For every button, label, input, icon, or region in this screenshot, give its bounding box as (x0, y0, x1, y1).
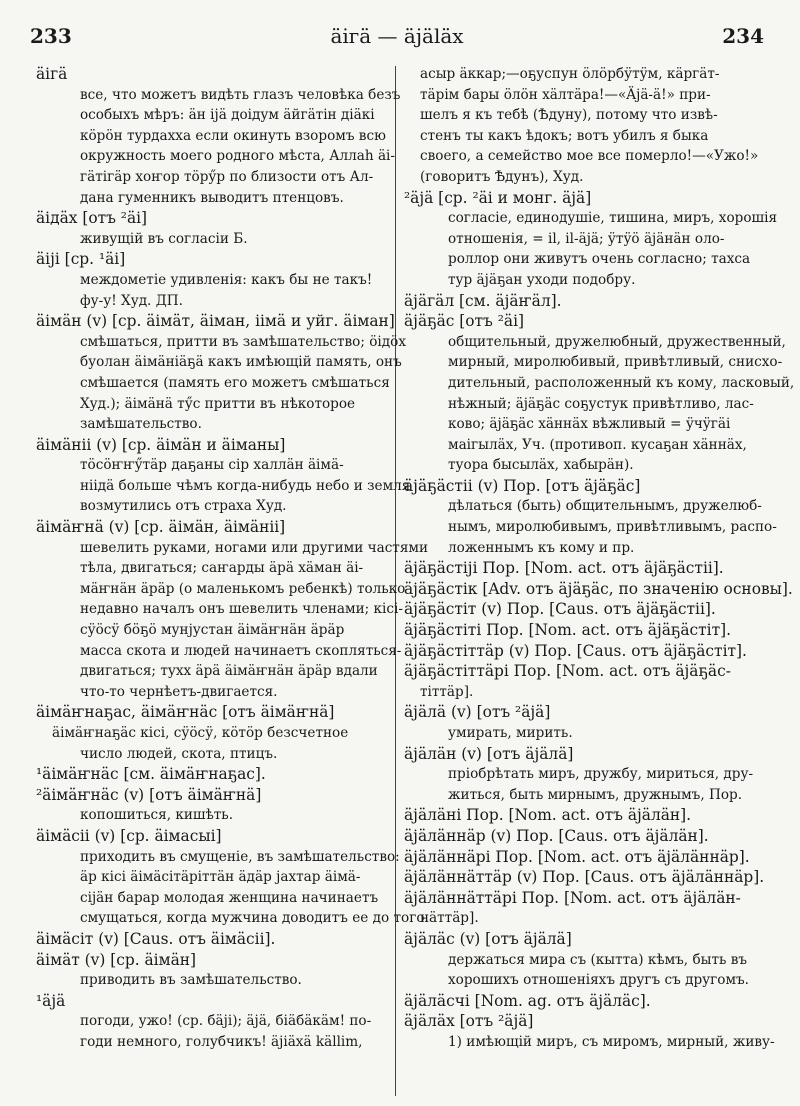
entry-line: äiдäх [отъ ²äi] (36, 209, 148, 228)
entry-line: äjäҕäстiк [Adv. отъ äjäҕäс, по значенію основы]. (404, 579, 793, 598)
entry-line: асыр äккар;—оҕуспун ӧлӧрбӱтӱм, кäргäт- (420, 66, 720, 82)
entry-line: äjäлäнi Пор. [Nom. act. отъ äjäлäн]. (404, 806, 692, 825)
entry-line: äjäҕäс [отъ ²äi] (404, 312, 524, 331)
entry-line: äjäлä (v) [отъ ²äjä] (404, 703, 551, 722)
entry-line: äjäлäннäрi Пор. [Nom. act. отъ äjäлäннäр]. (404, 847, 750, 866)
entry-line: äjäҕäстiт (v) Пор. [Caus. отъ äjäҕäстii]. (404, 600, 716, 619)
entry-line: äiмäн (v) [ср. äiмäт, äiман, iiмä и уйг. äiман] (36, 312, 395, 331)
entry-line: кӧрӧн турдахха если окинуть взоромъ всю (80, 127, 386, 144)
entry-line: дѣлаться (быть) общительнымъ, дружелюб- (448, 498, 762, 515)
entry-line: стенъ ты какъ ѣдокъ; вотъ убилъ я быка (420, 127, 709, 144)
entry-line: äjäлäx [отъ ²äjä] (404, 1012, 534, 1031)
entry-line: погоди, ужо! (ср. бäjі); äjä, бiäбäкäм! по- (80, 1013, 372, 1030)
entry-line: ²äiмäҥнäс (v) [отъ äiмäҥнä] (36, 785, 262, 804)
entry-line: двигаться; тухх äрä äiмäҥнäн äрäр вдали (80, 663, 378, 680)
page-header (30, 24, 764, 54)
entry-line: замѣшательство. (80, 416, 202, 433)
entry-line: дительный, расположенный къ кому, ласковый, (448, 374, 795, 391)
entry-line: шелъ я къ тебѣ (Ѣдуну), потому что извѣ- (420, 107, 718, 124)
entry-line: тäрiм бары ӧлӧн хäлтäра!—«Äjä-ä!» при- (420, 86, 711, 103)
entry-line: междометіе удивленія: какъ бы не такъ! (80, 271, 373, 288)
entry-line: äjäлäннäттäрi Пор. [Nom. act. отъ äjäлäн- (404, 888, 741, 907)
entry-line: 1) имѣющій миръ, съ миромъ, мирный, живу- (448, 1033, 775, 1050)
entry-line: тѣла, двигаться; саҥарды äрä хäман äi- (80, 560, 364, 577)
entry-line: нымъ, миролюбивымъ, привѣтливымъ, распо- (448, 519, 777, 536)
entry-line: äjäлäс (v) [отъ äjäлä] (404, 929, 572, 948)
entry-line: масса скота и людей начинаетъ скопляться- (80, 642, 402, 659)
entry-line: ково; äjäҕäс хäннäх вѣжливый = ӱчӱгäi (448, 416, 731, 433)
entry-line: äiмäҥнаҕас, äiмäҥнäс [отъ äiмäҥнä] (36, 703, 335, 722)
left-column (36, 64, 429, 1053)
entry-line: ¹äiмäҥнäс [см. äiмäҥнаҕас]. (36, 765, 266, 784)
entry-line: äjäҕäстii (v) Пор. [отъ äjäҕäс] (404, 476, 641, 495)
entry-line: фу-у! Худ. ДП. (80, 292, 183, 309)
entry-line: приходить въ смущеніе, въ замѣшательство: (80, 848, 400, 865)
entry-line: что-то чернѣетъ-двигается. (80, 683, 278, 700)
entry-line: своего, а семейство мое все померло!—«Ужо!» (420, 148, 759, 165)
entry-line: отношенія, = il, il-äjä; ӱтӱӧ äjäнäн оло- (448, 230, 725, 247)
entry-line: гäтiгäр хоҥор тӧрӳр по близости отъ Ал- (80, 168, 374, 185)
entry-line: äjäҕäстiтi Пор. [Nom. act. отъ äjäҕäстiт]. (404, 621, 732, 640)
entry-line: нiiдä больше чѣмъ когда-нибудь небо и земля (80, 477, 411, 494)
entry-line: äjäҕäстiттäрi Пор. [Nom. act. отъ äjäҕäс- (404, 662, 731, 681)
entry-line: äjäлäн (v) [отъ äjäлä] (404, 744, 574, 763)
entry-line: годи немного, голубчикъ! äjiäxä källim, (80, 1033, 363, 1050)
entry-line: мäҥнäн äрäр (о маленькомъ ребенкѣ) только (80, 580, 406, 597)
entry-line: ²äjä [ср. ²äi и монг. äjä] (404, 188, 592, 207)
entry-line: ложеннымъ къ кому и пр. (448, 539, 635, 556)
entry-line: сӱӧсӱ бӧҕӧ мунjустан äiмäҥнäн äрäр (80, 622, 345, 639)
entry-line: äjäҕäстiттäр (v) Пор. [Caus. отъ äjäҕäстiт]. (404, 641, 747, 660)
entry-line: (говоритъ Ѣдунъ), Худ. (420, 168, 584, 185)
entry-line: окружность моего родного мѣста, Аллаh äi- (80, 148, 395, 165)
entry-line: äjäгäл [см. äjäҥäл]. (404, 291, 562, 310)
entry-line: маiгылäх, Уч. (противоп. кусаҕан хäннäх, (448, 436, 747, 453)
page-number-right: 234 (722, 24, 764, 48)
entry-line: недавно началъ онъ шевелить членами; кiсi- (80, 601, 403, 618)
entry-line: äiмäҥнаҕäс кiсi, сӱӧсӱ, кӧтӧр безсчетное (52, 725, 349, 741)
entry-line: äjäлäннäттäр (v) Пор. [Caus. отъ äjäлäннäр]. (404, 868, 765, 887)
entry-line: äjäҕäстiji Пор. [Nom. act. отъ äjäҕäстii]. (404, 559, 724, 578)
entry-line: согласіе, единодушіе, тишина, миръ, хорошія (448, 210, 778, 227)
entry-line: общительный, дружелюбный, дружественный, (448, 333, 786, 350)
entry-line: туора бысылäх, хабырäн). (448, 457, 634, 474)
entry-line: хорошихъ отношеніяхъ другъ съ другомъ. (448, 972, 749, 989)
entry-line: Худ.); äiмäнä тӳс притти въ нѣкоторое (80, 395, 356, 412)
entry-line: житься, быть мирнымъ, дружнымъ, Пор. (448, 786, 743, 803)
entry-line: äjäлäннäр (v) Пор. [Caus. отъ äjäлäн]. (404, 826, 709, 845)
entry-line: все, что можетъ видѣть глазъ человѣка безъ (80, 86, 401, 103)
running-title: äiгä — äjäläx (330, 24, 464, 48)
entry-line: нѣжный; äjäҕäс соҕустук привѣтливо, лас- (448, 395, 754, 412)
entry-line: äiмäсii (v) [ср. äiмасыi] (36, 826, 222, 845)
page-number-left: 233 (30, 24, 72, 48)
entry-line: äiji [ср. ¹äi] (36, 250, 126, 269)
entry-line: умирать, мирить. (448, 725, 573, 741)
entry-line: нäттäр]. (420, 910, 479, 927)
entry-line: число людей, скота, птицъ. (80, 745, 278, 762)
entry-line: мирный, миролюбивый, привѣтливый, снисхо- (448, 354, 783, 371)
entry-line: äiгä (36, 65, 68, 83)
entry-line: возмутились отъ страха Худ. (80, 498, 287, 515)
entry-line: пріобрѣтать миръ, дружбу, мириться, дру- (448, 766, 754, 783)
entry-line: копошиться, кишѣть. (80, 807, 234, 824)
entry-line: буолан äiмäнiäҕä какъ имѣющій память, онъ (80, 354, 402, 371)
entry-line: äiмäнii (v) [ср. äiмäн и äiманы] (36, 435, 286, 454)
entry-line: смѣшается (память его можетъ смѣшаться (80, 374, 390, 391)
entry-line: тур äjäҕан уходи подобру. (448, 271, 636, 288)
entry-line: тiттäр]. (420, 683, 474, 700)
entry-line: роллор они живутъ очень согласно; тахса (448, 251, 751, 268)
entry-line: äр кiсi äiмäсiтäрiттäн äдäр jахтар äiмä- (80, 869, 361, 886)
entry-line: держаться мира съ (кытта) кѣмъ, быть въ (448, 951, 747, 968)
entry-line: äjäлäсчi [Nom. ag. отъ äjäлäс]. (404, 991, 651, 1010)
entry-line: живущій въ согласіи Б. (80, 230, 248, 247)
entry-line: äiмäсiт (v) [Caus. отъ äiмäсii]. (36, 929, 276, 948)
entry-line: дана гуменникъ выводитъ птенцовъ. (80, 189, 344, 206)
entry-line: шевелить руками, ногами или другими частями (80, 539, 429, 556)
entry-line: смущаться, когда мужчина доводитъ ее до того. (80, 910, 429, 927)
entry-line: äiмäҥнä (v) [ср. äiмäн, äiмäнii] (36, 518, 286, 537)
entry-line: смѣшаться, притти въ замѣшательство; ӧiдӧх (80, 333, 407, 350)
entry-line: приводить въ замѣшательство. (80, 972, 302, 989)
entry-line: ¹äjä (36, 991, 66, 1010)
entry-line: особыхъ мѣръ: äн ijä доідум äйгäтін дiäкi (80, 107, 375, 124)
entry-line: тӧсӧҥҥӳтäр даҕаны сiр халлäн äiмä- (80, 457, 344, 474)
entry-line: сijäн барар молодая женщина начинаетъ (80, 889, 379, 906)
right-column (404, 64, 795, 1053)
entry-line: äiмäт (v) [ср. äiмäн] (36, 950, 197, 969)
